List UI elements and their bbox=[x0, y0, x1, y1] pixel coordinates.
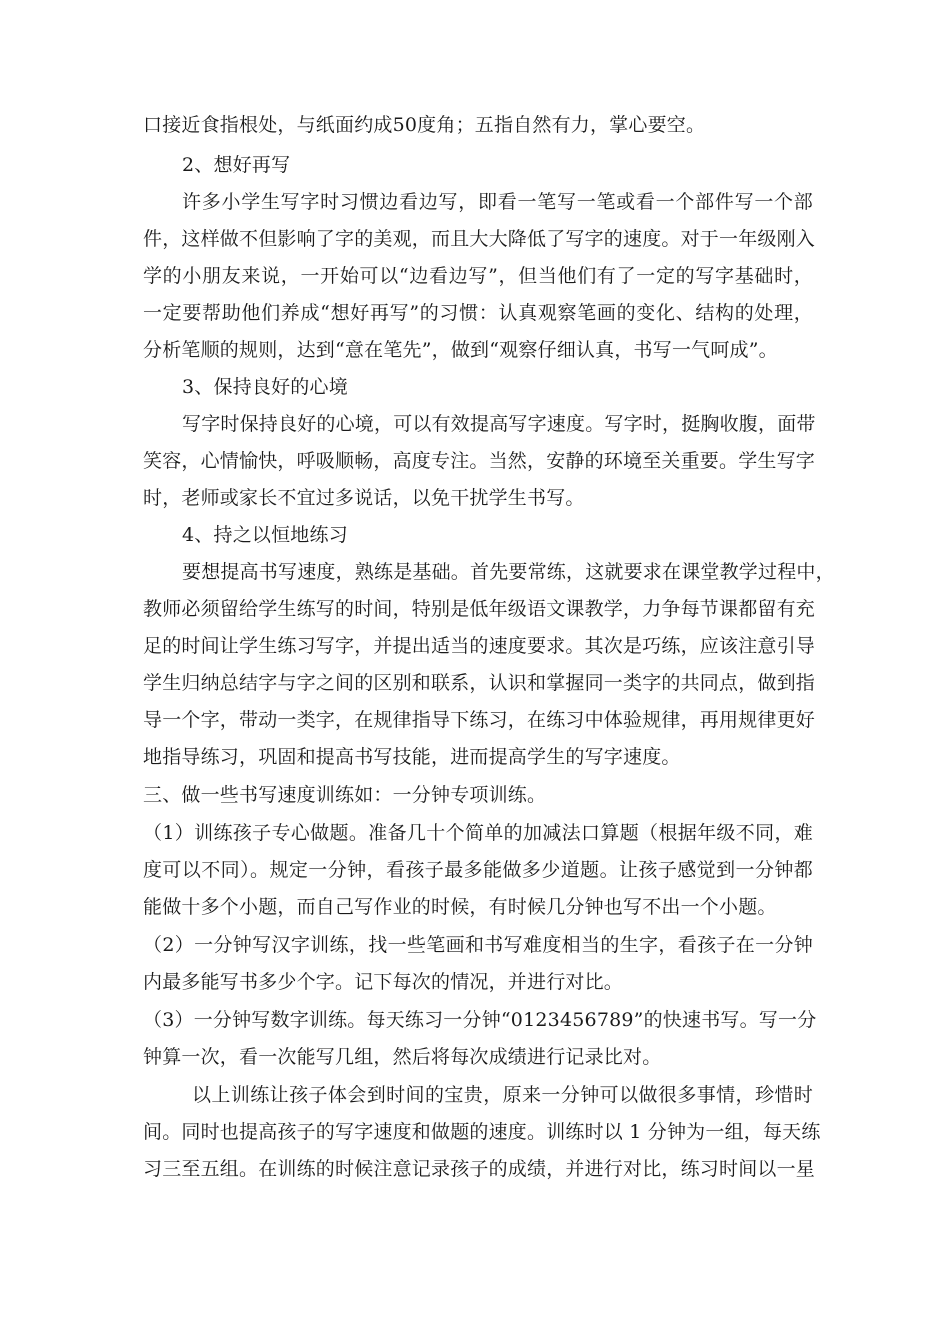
paragraph-line: 学的小朋友来说，一开始可以“边看边写”，但当他们有了一定的写字基础时， bbox=[143, 265, 813, 287]
paragraph-line: 教师必须留给学生练写的时间，特别是低年级语文课教学，力争每节课都留有充 bbox=[143, 598, 816, 620]
paragraph-line: 许多小学生写字时习惯边看边写，即看一笔写一笔或看一个部件写一个部 bbox=[182, 191, 813, 213]
list-item-line: 能做十多个小题，而自己写作业的时候，有时候几分钟也写不出一个小题。 bbox=[143, 896, 777, 918]
list-item-line: （1）训练孩子专心做题。准备几十个简单的加减法口算题（根据年级不同，难 bbox=[143, 822, 813, 844]
list-item-line: 内最多能写书多少个字。记下每次的情况，并进行对比。 bbox=[143, 971, 624, 993]
paragraph-line: 写字时保持良好的心境，可以有效提高写字速度。写字时，挺胸收腹，面带 bbox=[182, 413, 816, 435]
section-heading: 4、持之以恒地练习 bbox=[182, 524, 348, 546]
paragraph-line: 要想提高书写速度，熟练是基础。首先要常练，这就要求在课堂教学过程中， bbox=[182, 561, 835, 583]
paragraph-line: 时，老师或家长不宜过多说话，以免干扰学生书写。 bbox=[143, 487, 585, 509]
paragraph-line: 导一个字，带动一类字，在规律指导下练习，在练习中体验规律，再用规律更好 bbox=[143, 709, 816, 731]
paragraph-line: 分析笔顺的规则，达到“意在笔先”，做到“观察仔细认真，书写一气呵成”。 bbox=[143, 339, 778, 361]
section-heading: 三、做一些书写速度训练如：一分钟专项训练。 bbox=[143, 784, 547, 806]
section-heading: 2、想好再写 bbox=[182, 154, 291, 176]
paragraph-line: 学生归纳总结字与字之间的区别和联系，认识和掌握同一类字的共同点，做到指 bbox=[143, 672, 816, 694]
list-item-line: （2）一分钟写汉字训练，找一些笔画和书写难度相当的生字，看孩子在一分钟 bbox=[143, 934, 813, 956]
list-item-line: 度可以不同）。规定一分钟，看孩子最多能做多少道题。让孩子感觉到一分钟都 bbox=[143, 859, 813, 881]
paragraph-line: 件，这样做不但影响了字的美观，而且大大降低了写字的速度。对于一年级刚入 bbox=[143, 228, 816, 250]
paragraph-line: 口接近食指根处，与纸面约成50度角；五指自然有力，掌心要空。 bbox=[143, 114, 706, 136]
list-item-line: 钟算一次，看一次能写几组，然后将每次成绩进行记录比对。 bbox=[143, 1046, 662, 1068]
paragraph-line: 间。同时也提高孩子的写字速度和做题的速度。训练时以 1 分钟为一组，每天练 bbox=[143, 1121, 821, 1143]
paragraph-line: 一定要帮助他们养成“想好再写”的习惯：认真观察笔画的变化、结构的处理， bbox=[143, 302, 813, 324]
paragraph-line: 笑容，心情愉快，呼吸顺畅，高度专注。当然，安静的环境至关重要。学生写字 bbox=[143, 450, 816, 472]
section-heading: 3、保持良好的心境 bbox=[182, 376, 348, 398]
list-item-line: （3）一分钟写数字训练。每天练习一分钟“0123456789”的快速书写。写一分 bbox=[143, 1009, 817, 1031]
paragraph-line: 足的时间让学生练习写字，并提出适当的速度要求。其次是巧练，应该注意引导 bbox=[143, 635, 816, 657]
paragraph-line: 习三至五组。在训练的时候注意记录孩子的成绩，并进行对比，练习时间以一星 bbox=[143, 1158, 816, 1180]
paragraph-line: 以上训练让孩子体会到时间的宝贵，原来一分钟可以做很多事情，珍惜时 bbox=[192, 1084, 813, 1106]
paragraph-line: 地指导练习，巩固和提高书写技能，进而提高学生的写字速度。 bbox=[143, 746, 681, 768]
